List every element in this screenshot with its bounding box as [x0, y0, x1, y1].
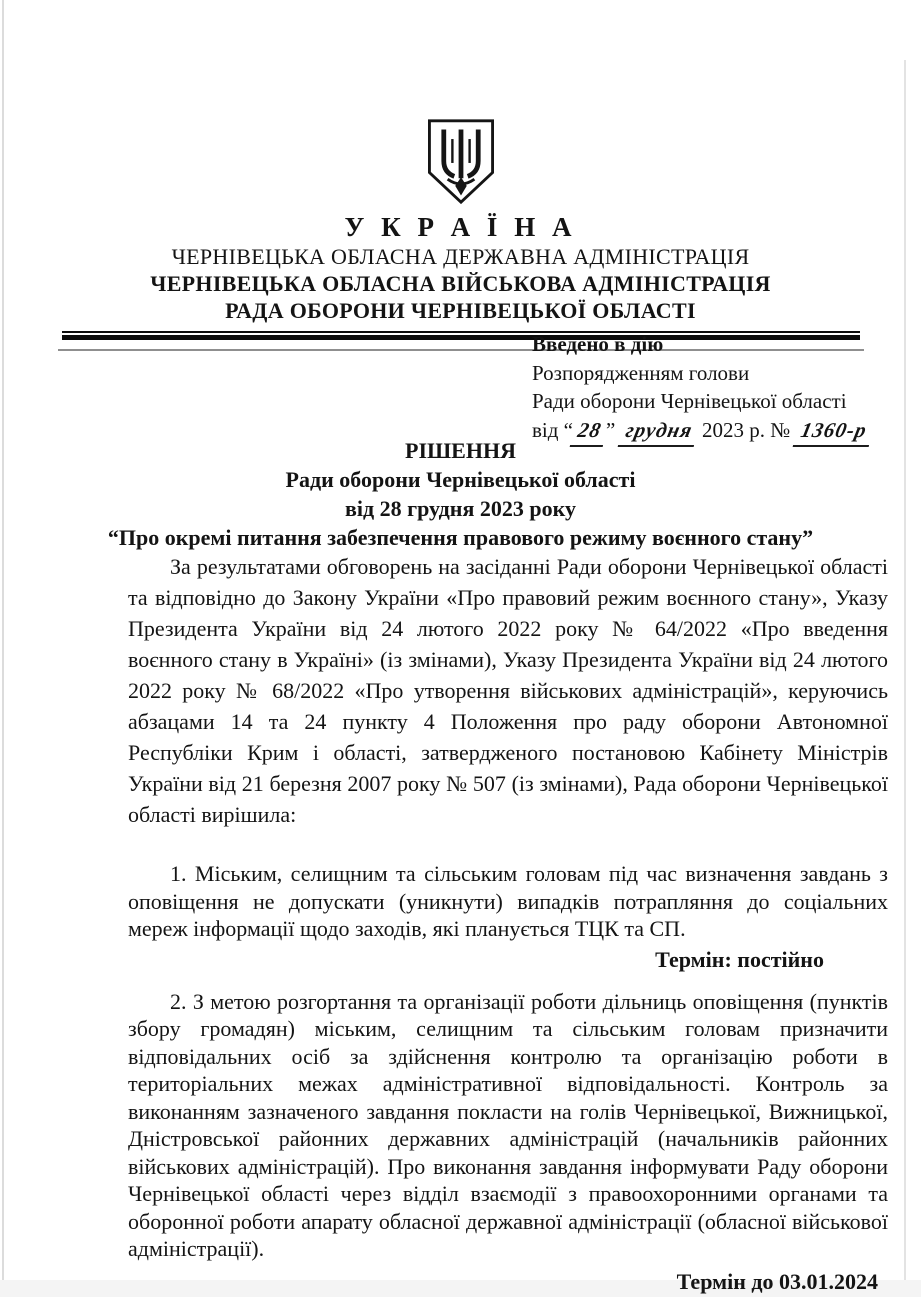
approval-line-order: Розпорядженням голови: [532, 360, 750, 385]
decision-heading: [0, 436, 921, 552]
ukraine-trident-icon: [417, 118, 505, 206]
approval-line-authority: Ради оборони Чернівецької області: [532, 389, 847, 413]
decision-body: [128, 551, 888, 1297]
approval-stamp-block: [532, 330, 904, 446]
preamble-paragraph: За результатами обговорень на засіданні Ради оборони Чернівецької області та відповідно до Закону України «Про правовий режим воєнного стану», Указу Президента України від 24 лютого 2022 року № 64/2022 «Про введення воєнного стану в Україні» (із змінами), Указу Президента України від 24 лютого 2022 року № 68/2022 «Про утворення військових адміністрацій», керуючись абзацами 14 та 24 пункту 4 Положення про раду оборони Автономної Республіки Крим і області, затвердженого постановою Кабінету Міністрів України від 21 березня 2007 року № 507 (із змінами), Рада оборони Чернівецької області вирішила:: [128, 554, 888, 827]
decision-item-2: 2. З метою розгортання та організації роботи дільниць оповіщення (пунктів збору громадян) міським, селищним та сільським головам призначити відповідальних осіб за здійснення контролю та організацію роботи в територіальних межах адміністративної відповідальності. Контроль за виконанням зазначеного завдання покласти на голів Чернівецької, Вижницької, Дністровської районних державних адміністрацій (начальників районних військових адміністрацій). Про виконання завдання інформувати Раду оборони Чернівецької області через відділ взаємодії з правоохоронними органами та оборонної роботи апарату обласної державної адміністрації (обласної військової адміністрації).: [128, 988, 888, 1261]
term-line-1: Термін: постійно: [655, 946, 824, 972]
approval-title: Введено в дію: [532, 332, 664, 356]
decision-authority: Ради оборони Чернівецької області: [285, 467, 636, 492]
decision-date: від 28 грудня 2023 року: [345, 496, 576, 521]
letterhead: [0, 0, 921, 351]
approval-date-suffix: 2023 р. №: [701, 417, 791, 442]
decision-subject: “Про окремі питання забезпечення правового режиму воєнного стану”: [107, 525, 814, 550]
org-name-state-administration: ЧЕРНІВЕЦЬКА ОБЛАСНА ДЕРЖАВНА АДМІНІСТРАЦІЯ: [171, 244, 750, 269]
country-name: У К Р А Ї Н А: [344, 212, 577, 242]
org-name-military-administration: ЧЕРНІВЕЦЬКА ОБЛАСНА ВІЙСЬКОВА АДМІНІСТРАЦІЯ: [150, 271, 771, 296]
term-line-2: Термін до 03.01.2024: [676, 1268, 878, 1294]
handwritten-doc-number: 1360-р: [792, 416, 874, 447]
handwritten-day: 28: [570, 416, 609, 447]
org-name-defense-council: РАДА ОБОРОНИ ЧЕРНІВЕЦЬКОЇ ОБЛАСТІ: [225, 298, 696, 323]
decision-item-1: 1. Міським, селищним та сільським головам під час визначення завдань з оповіщення не допускати (уникнути) випадків потрапляння до соціальних мереж інформації щодо заходів, які планується ТЦК та СП.: [128, 861, 888, 941]
approval-date-prefix: від “: [532, 417, 574, 442]
handwritten-month: грудня: [617, 416, 700, 447]
approval-date-close-quote: ”: [606, 417, 616, 442]
decision-kind: РІШЕННЯ: [405, 438, 516, 463]
